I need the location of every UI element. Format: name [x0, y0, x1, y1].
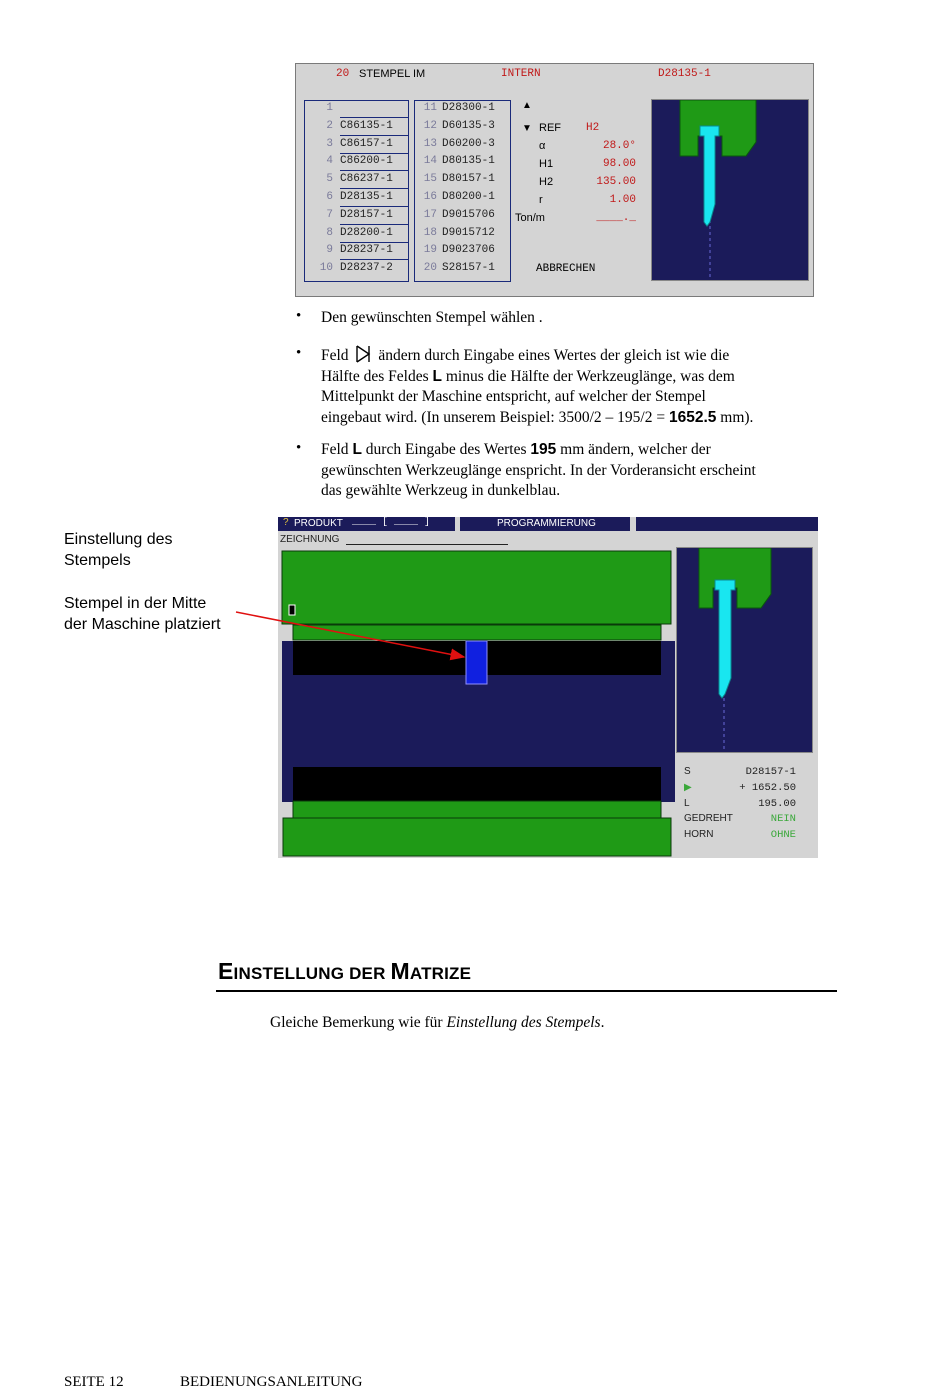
bullet-dot: • — [296, 345, 302, 361]
param-label: H1 — [539, 158, 554, 170]
right-tool-item[interactable]: D80200-1 — [442, 191, 495, 203]
right-tool-item[interactable]: D9015712 — [442, 226, 495, 239]
info-label: HORN — [684, 829, 714, 841]
bullet-dot: • — [296, 440, 302, 456]
param-value[interactable]: 1.00 — [609, 194, 636, 206]
left-tool-item[interactable]: C86135-1 — [340, 118, 408, 136]
left-tool-item[interactable]: D28157-1 — [340, 207, 408, 225]
right-tool-number: 18 — [423, 226, 437, 239]
page-number: SEITE 12 — [64, 1374, 124, 1390]
info-value: D28157-1 — [745, 766, 796, 778]
info-value: OHNE — [770, 829, 796, 842]
left-tool-number: 10 — [319, 262, 333, 275]
right-tool-number: 12 — [423, 119, 437, 132]
right-tool-item[interactable]: D9015706 — [442, 208, 495, 221]
right-tool-item[interactable]: D28300-1 — [442, 102, 495, 114]
left-tool-item[interactable]: D28237-2 — [340, 262, 393, 275]
screen-title: STEMPEL IM — [359, 68, 426, 80]
help-icon[interactable]: ? — [283, 517, 289, 528]
param-value[interactable]: 28.0° — [602, 140, 636, 152]
param-value[interactable]: ____._ — [596, 212, 636, 224]
right-tool-number: 16 — [423, 191, 437, 203]
drawing-label: ZEICHNUNG — [280, 534, 340, 545]
info-value: 195.00 — [758, 797, 796, 810]
param-value[interactable]: 135.00 — [596, 176, 636, 188]
right-tool-number: 14 — [423, 155, 437, 168]
manual-title: BEDIENUNGSANLEITUNG — [180, 1374, 363, 1390]
info-label: S — [684, 766, 691, 777]
cancel-button[interactable]: ABBRECHEN — [536, 263, 596, 275]
left-tool-item[interactable]: D28237-1 — [340, 242, 408, 260]
param-label: Ton/m — [515, 212, 545, 224]
product-field[interactable]: ____ [ ____ ] — [352, 517, 431, 528]
right-tool-number: 13 — [423, 137, 437, 150]
info-value: + 1652.50 — [739, 781, 796, 794]
ref-dropdown-arrow-icon[interactable]: ▼ — [522, 123, 532, 134]
param-label: r — [539, 194, 543, 206]
margin-note-punch-setup: Einstellung des Stempels — [64, 531, 173, 569]
info-label: L — [684, 797, 690, 809]
bullet-length-field: Feld L durch Eingabe des Wertes 195 mm ändern, welcher der gewünschten Werkzeuglänge enspricht. In der Vorderansicht erscheint das gewählte Werkzeug in dunkelblau. — [321, 441, 756, 499]
left-tool-number: 5 — [326, 173, 333, 186]
left-tool-item[interactable]: D28200-1 — [340, 225, 408, 243]
scroll-up-arrow-icon[interactable]: ▲ — [522, 100, 532, 111]
bullet-position-field: Feld ändern durch Eingabe eines Wertes der gleich ist wie die Hälfte des Feldes L minus die Hälfte der Werkzeuglänge, was dem Mittelpunkt der Maschine entspricht, auf welcher der Stempel eingebaut wird. (In unserem Beispiel: 3500/2 – 195/2 = 1652.5 mm). — [321, 347, 754, 426]
tool-count: 20 — [336, 68, 350, 80]
tab-product-label: PRODUKT — [294, 518, 343, 529]
section-rule — [216, 990, 837, 992]
param-label: H2 — [539, 176, 554, 188]
right-tool-number: 11 — [423, 102, 437, 114]
left-tool-number: 9 — [326, 244, 333, 257]
left-tool-item[interactable]: C86237-1 — [340, 171, 408, 189]
library-mode: INTERN — [501, 68, 541, 80]
right-tool-number: 20 — [423, 262, 437, 275]
right-tool-number: 15 — [423, 173, 437, 186]
left-tool-number: 3 — [326, 137, 333, 150]
bullet-select-punch: Den gewünschten Stempel wählen . — [321, 309, 543, 326]
right-tool-item[interactable]: S28157-1 — [442, 262, 495, 275]
right-tool-item[interactable]: D9023706 — [442, 244, 495, 257]
right-tool-number: 17 — [423, 208, 437, 221]
left-tool-number: 8 — [326, 226, 333, 239]
left-tool-item[interactable]: D28135-1 — [340, 189, 408, 207]
right-tool-item[interactable]: D60135-3 — [442, 119, 495, 132]
left-tool-number: 4 — [326, 155, 333, 168]
left-tool-number: 1 — [326, 102, 333, 114]
margin-note-punch-centered: Stempel in der Mitte der Maschine platziert — [64, 595, 221, 633]
section-heading: EINSTELLUNG DER MATRIZE — [218, 958, 472, 984]
left-tool-number: 7 — [326, 208, 333, 221]
left-tool-item[interactable]: C86200-1 — [340, 153, 408, 171]
section-text: Gleiche Bemerkung wie für Einstellung des Stempels. — [270, 1014, 605, 1031]
param-value[interactable]: 98.00 — [602, 158, 636, 170]
right-tool-number: 19 — [423, 244, 437, 257]
left-tool-number: 2 — [326, 119, 333, 132]
param-value[interactable]: H2 — [586, 122, 600, 134]
tab-programming-label: PROGRAMMIERUNG — [497, 518, 596, 529]
bullet-dot: • — [296, 308, 302, 324]
right-tool-item[interactable]: D60200-3 — [442, 137, 495, 150]
left-tool-number: 6 — [326, 191, 333, 203]
info-value: NEIN — [770, 813, 796, 826]
right-tool-item[interactable]: D80135-1 — [442, 155, 495, 168]
selected-tool-code: D28135-1 — [658, 68, 711, 80]
info-label: ▶ — [684, 781, 692, 793]
right-tool-item[interactable]: D80157-1 — [442, 173, 495, 186]
left-tool-item[interactable]: C86157-1 — [340, 136, 408, 154]
param-label: REF — [539, 122, 561, 134]
param-label: α — [539, 140, 546, 152]
info-label: GEDREHT — [684, 813, 733, 825]
